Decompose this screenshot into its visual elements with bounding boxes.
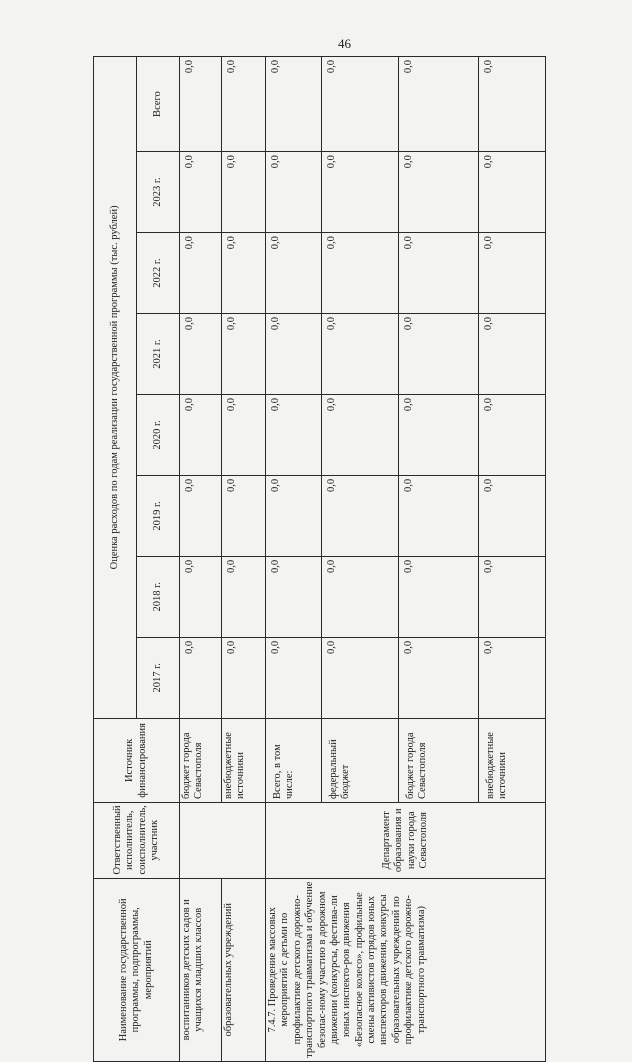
page-number: 46 xyxy=(338,36,351,51)
value-cell: 0,0 xyxy=(479,475,546,556)
value-cell: 0,0 xyxy=(479,233,546,314)
value-cell: 0,0 xyxy=(479,394,546,475)
value-cell: 0,0 xyxy=(266,314,322,395)
rotated-table-wrapper xyxy=(93,56,543,1062)
value-cell: 0,0 xyxy=(266,394,322,475)
value-cell: 0,0 xyxy=(222,314,266,395)
activity-executor: Департамент образования и науки города Севастополя xyxy=(266,802,546,878)
financing-table xyxy=(93,56,546,1062)
row-name: образовательных учреждений xyxy=(222,878,266,1061)
header-year: 2021 г. xyxy=(137,314,180,395)
row-source: бюджет города Севастополя xyxy=(399,718,479,802)
value-cell: 0,0 xyxy=(222,475,266,556)
row-name: воспитанников детских садов и учащихся младших классов xyxy=(180,878,222,1061)
value-cell: 0,0 xyxy=(180,475,222,556)
value-cell: 0,0 xyxy=(266,556,322,637)
value-cell: 0,0 xyxy=(180,314,222,395)
value-cell: 0,0 xyxy=(222,233,266,314)
value-cell: 0,0 xyxy=(399,637,479,718)
header-year: 2019 г. xyxy=(137,475,180,556)
header-year: 2023 г. xyxy=(137,152,180,233)
header-name: Наименование государственной программы, подпрограммы, мероприятий xyxy=(94,878,180,1061)
row-source: бюджет города Севастополя xyxy=(180,718,222,802)
value-cell: 0,0 xyxy=(399,556,479,637)
value-cell: 0,0 xyxy=(479,637,546,718)
total-cell: 0,0 xyxy=(399,57,479,152)
header-row-1 xyxy=(94,57,137,1062)
value-cell: 0,0 xyxy=(266,233,322,314)
value-cell: 0,0 xyxy=(322,394,399,475)
header-executor: Ответственный исполнитель, соисполнитель, участник xyxy=(94,802,180,878)
value-cell: 0,0 xyxy=(222,556,266,637)
value-cell: 0,0 xyxy=(399,233,479,314)
value-cell: 0,0 xyxy=(266,637,322,718)
value-cell: 0,0 xyxy=(479,152,546,233)
value-cell: 0,0 xyxy=(266,475,322,556)
row-source: внебюджетные источники xyxy=(222,718,266,802)
table-row xyxy=(180,57,222,1062)
total-cell: 0,0 xyxy=(266,57,322,152)
value-cell: 0,0 xyxy=(222,152,266,233)
header-total: Всего xyxy=(137,57,180,152)
activity-name: 7.4.7. Проведение массовых мероприятий с детьми по профилактике детского дорожно-транспортного травматизма и обучение безопас-ному участию в дорожном движении (конкурсы, фестива-ли юных инспекто-ров движения «Безопасное колесо», профильные смены активистов отрядов юных инспекторов движения, конкурсы образовательных учреждений по профилактике детского дорожно-транспортного травматизма) xyxy=(266,878,546,1061)
row-source: федеральный бюджет xyxy=(322,718,399,802)
header-year: 2020 г. xyxy=(137,394,180,475)
value-cell: 0,0 xyxy=(479,556,546,637)
header-year: 2017 г. xyxy=(137,637,180,718)
value-cell: 0,0 xyxy=(222,394,266,475)
value-cell: 0,0 xyxy=(180,394,222,475)
table-row xyxy=(266,57,322,1062)
value-cell: 0,0 xyxy=(322,233,399,314)
table-row xyxy=(222,57,266,1062)
value-cell: 0,0 xyxy=(399,475,479,556)
value-cell: 0,0 xyxy=(180,233,222,314)
total-cell: 0,0 xyxy=(479,57,546,152)
row-executor-empty xyxy=(180,802,266,878)
value-cell: 0,0 xyxy=(180,637,222,718)
value-cell: 0,0 xyxy=(322,475,399,556)
row-source: Всего, в том числе: xyxy=(266,718,322,802)
value-cell: 0,0 xyxy=(322,314,399,395)
header-source: Источник финансирования xyxy=(94,718,180,802)
value-cell: 0,0 xyxy=(222,637,266,718)
value-cell: 0,0 xyxy=(266,152,322,233)
header-year: 2018 г. xyxy=(137,556,180,637)
value-cell: 0,0 xyxy=(322,637,399,718)
total-cell: 0,0 xyxy=(322,57,399,152)
value-cell: 0,0 xyxy=(399,152,479,233)
total-cell: 0,0 xyxy=(222,57,266,152)
value-cell: 0,0 xyxy=(399,394,479,475)
header-estimate: Оценка расходов по годам реализации государственной программы (тыс. рублей) xyxy=(94,57,137,719)
value-cell: 0,0 xyxy=(479,314,546,395)
value-cell: 0,0 xyxy=(180,152,222,233)
total-cell: 0,0 xyxy=(180,57,222,152)
value-cell: 0,0 xyxy=(322,556,399,637)
value-cell: 0,0 xyxy=(322,152,399,233)
header-year: 2022 г. xyxy=(137,233,180,314)
value-cell: 0,0 xyxy=(180,556,222,637)
row-source: внебюджетные источники xyxy=(479,718,546,802)
value-cell: 0,0 xyxy=(399,314,479,395)
